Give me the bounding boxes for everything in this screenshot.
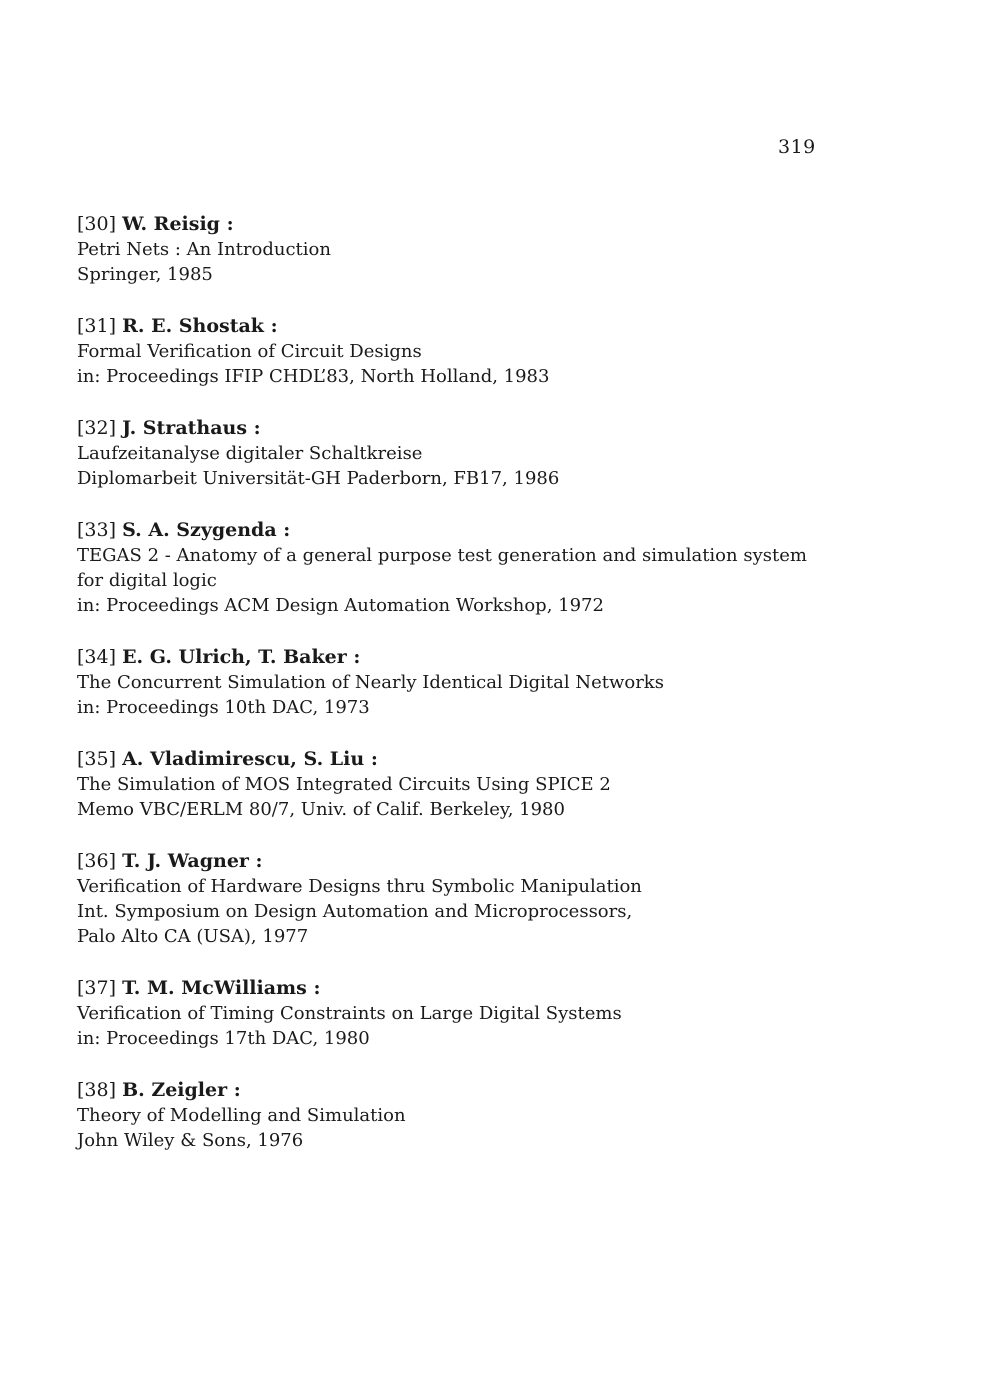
reference-author: J. Strathaus : [122,417,261,439]
reference-number: [31] [77,315,117,337]
reference-title: Petri Nets : An Introduction [77,239,331,260]
reference-author: T. M. McWilliams : [122,977,321,999]
reference-source: Springer, 1985 [77,264,213,285]
reference-source: in: Proceedings ACM Design Automation Workshop, 1972 [77,595,604,616]
reference-number: [32] [77,417,117,439]
reference-38 [77,1078,837,1153]
reference-author: E. G. Ulrich, T. Baker : [122,646,361,668]
reference-heading [77,518,837,543]
reference-37 [77,976,837,1051]
reference-35 [77,747,837,822]
reference-title: Laufzeitanalyse digitaler Schaltkreise [77,443,423,464]
reference-title: Verification of Timing Constraints on Large Digital Systems [77,1003,622,1024]
reference-30 [77,212,837,287]
reference-34 [77,645,837,720]
reference-author: A. Vladimirescu, S. Liu : [122,748,378,770]
reference-heading [77,976,837,1001]
reference-source: John Wiley & Sons, 1976 [77,1130,304,1151]
reference-heading [77,747,837,772]
reference-36 [77,849,837,949]
reference-31 [77,314,837,389]
reference-title: The Simulation of MOS Integrated Circuits Using SPICE 2 [77,774,611,795]
reference-number: [36] [77,850,117,872]
reference-list [77,212,837,1180]
reference-heading [77,416,837,441]
reference-title: Verification of Hardware Designs thru Symbolic Manipulation [77,876,642,897]
reference-source: Memo VBC/ERLM 80/7, Univ. of Calif. Berkeley, 1980 [77,799,565,820]
reference-author: B. Zeigler : [122,1079,241,1101]
reference-heading [77,849,837,874]
reference-heading [77,645,837,670]
reference-number: [33] [77,519,117,541]
reference-heading [77,212,837,237]
reference-number: [34] [77,646,117,668]
reference-source: in: Proceedings 10th DAC, 1973 [77,697,370,718]
reference-location: Palo Alto CA (USA), 1977 [77,926,309,947]
reference-heading [77,1078,837,1103]
reference-source: in: Proceedings IFIP CHDL’83, North Holland, 1983 [77,366,550,387]
reference-number: [35] [77,748,117,770]
reference-number: [38] [77,1079,117,1101]
reference-author: T. J. Wagner : [122,850,263,872]
reference-number: [30] [77,213,117,235]
reference-author: W. Reisig : [122,213,234,235]
reference-33 [77,518,837,618]
reference-number: [37] [77,977,117,999]
reference-heading [77,314,837,339]
page-number: 319 [778,136,816,158]
reference-title-continued: for digital logic [77,570,217,591]
reference-source: in: Proceedings 17th DAC, 1980 [77,1028,370,1049]
reference-author: S. A. Szygenda : [122,519,291,541]
reference-title: Formal Verification of Circuit Designs [77,341,422,362]
reference-title: TEGAS 2 - Anatomy of a general purpose test generation and simulation system [77,545,807,566]
reference-32 [77,416,837,491]
reference-title: The Concurrent Simulation of Nearly Identical Digital Networks [77,672,664,693]
reference-title: Theory of Modelling and Simulation [77,1105,406,1126]
reference-source: Int. Symposium on Design Automation and Microprocessors, [77,901,633,922]
reference-author: R. E. Shostak : [122,315,278,337]
reference-source: Diplomarbeit Universität-GH Paderborn, FB17, 1986 [77,468,560,489]
